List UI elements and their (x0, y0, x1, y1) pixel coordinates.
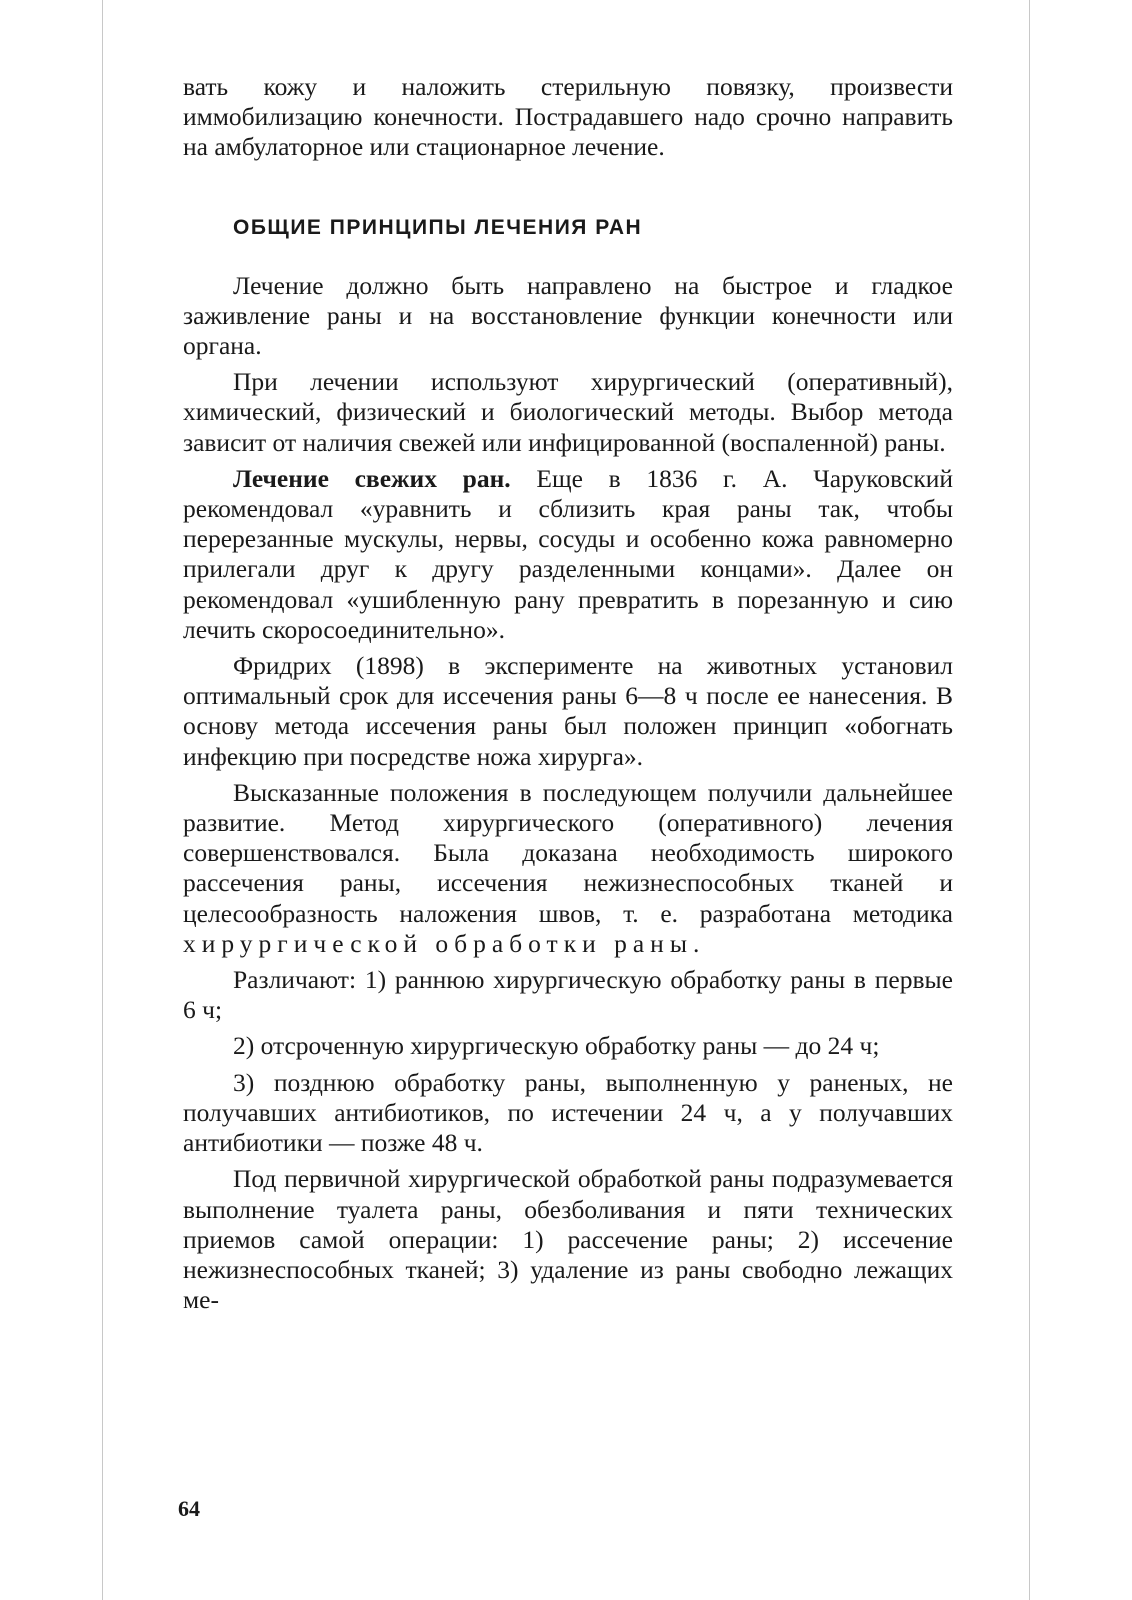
paragraph-primary-treatment: Под первичной хирургической обработкой раны подразумевается выполнение туалета раны, обезболивания и пяти технических приемов самой операции: 1) рассечение раны; 2) иссечение нежизнеспособных тканей; 3) удаление из раны свободно лежащих ме- (183, 1164, 953, 1315)
paragraph-continuation: вать кожу и наложить стерильную повязку, произвести иммобилизацию конечности. Пострадавшего надо срочно направить на амбулаторное или стационарное лечение. (183, 72, 953, 162)
paragraph-fresh-wounds (183, 464, 953, 645)
run-in-heading: Лечение свежих ран. (233, 463, 511, 493)
paragraph-development (183, 778, 953, 959)
page-edge-right (1029, 0, 1030, 1600)
paragraph-development-end: . (692, 928, 700, 958)
list-item-early: Различают: 1) раннюю хирургическую обработку раны в первые 6 ч; (183, 965, 953, 1025)
list-item-late: 3) позднюю обработку раны, выполненную у раненых, не получавших антибиотиков, по истечении 24 ч, а у получавших антибиотики — позже 48 ч. (183, 1067, 953, 1158)
page-edge-left (102, 0, 103, 1600)
paragraph-development-text: Высказанные положения в последующем получили дальнейшее развитие. Метод хирургического (оперативного) лечения совершенствовался. Была доказана необходимость широкого рассечения раны, иссечения нежизнеспособных тканей и целесообразность наложения швов, т. е. разработана методика (183, 777, 953, 928)
page-number: 64 (178, 1496, 200, 1521)
spaced-term: хирургической обработки раны (183, 928, 693, 958)
paragraph-treatment-goal: Лечение должно быть направлено на быстрое и гладкое заживление раны и на восстановление функции конечности или органа. (183, 270, 953, 361)
text-column (183, 72, 953, 1315)
paragraph-friedrich: Фридрих (1898) в эксперименте на животных установил оптимальный срок для иссечения раны 6—8 ч после ее нанесения. В основу метода иссечения раны был положен принцип «обогнать инфекцию при посредстве ножа хирурга». (183, 651, 953, 771)
paragraph-fresh-wounds-text: Еще в 1836 г. А. Чаруковский рекомендовал «уравнить и сблизить края раны так, чтобы перерезанные мускулы, нервы, сосуды и особенно кожа равномерно прилегали друг к другу разделенными концами». Далее он рекомендовал «ушибленную рану превратить в порезанную и сию лечить скоросоединительно». (183, 463, 953, 644)
section-heading: ОБЩИЕ ПРИНЦИПЫ ЛЕЧЕНИЯ РАН (233, 215, 643, 239)
list-item-delayed: 2) отсроченную хирургическую обработку раны — до 24 ч; (233, 1031, 880, 1061)
paragraph-treatment-methods: При лечении используют хирургический (оперативный), химический, физический и биологический методы. Выбор метода зависит от наличия свежей или инфицированной (воспаленной) раны. (183, 367, 953, 457)
